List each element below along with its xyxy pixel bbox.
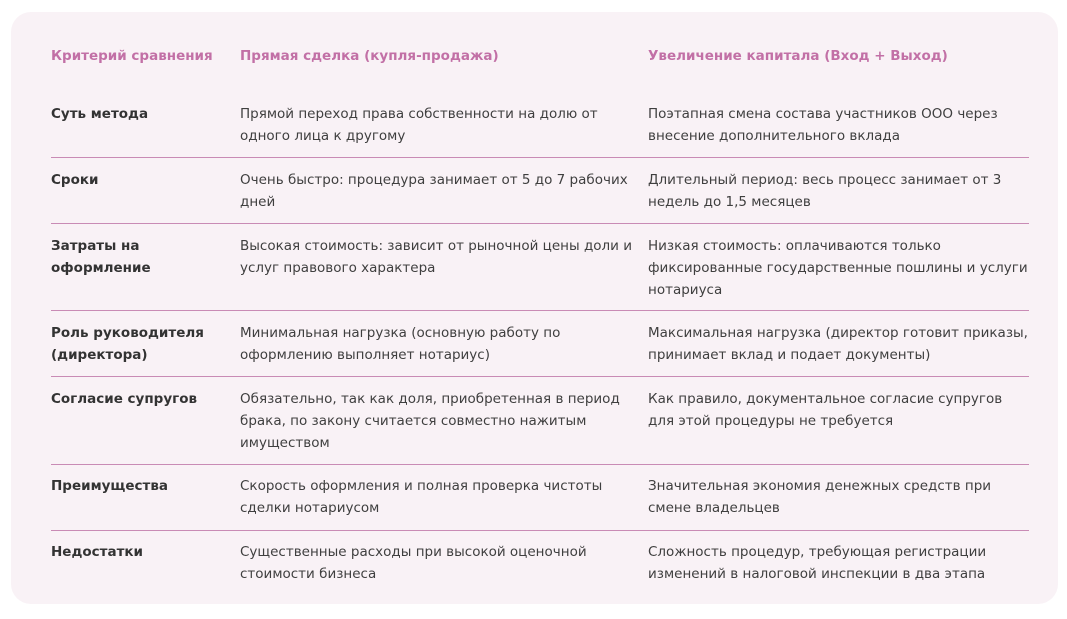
row-direct-deal: Обязательно, так как доля, приобретенная в период брака, по закону считается совместно нажитым имуществом [240,391,620,451]
row-direct-deal: Существенные расходы при высокой оценочной стоимости бизнеса [240,544,587,582]
table-row [51,92,1029,158]
row-criterion: Сроки [51,172,99,188]
row-criterion: Суть метода [51,106,149,122]
header-criterion: Критерий сравнения [51,48,213,64]
row-criterion: Согласие супругов [51,391,198,407]
row-capital-increase: Поэтапная смена состава участников ООО через внесение дополнительного вклада [648,106,998,144]
table-header-row [51,45,1029,92]
table-row [51,465,1029,531]
row-criterion: Недостатки [51,544,144,560]
row-capital-increase: Сложность процедур, требующая регистрации изменений в налоговой инспекции в два этапа [648,544,987,582]
row-criterion: Роль руководителя (директора) [51,325,204,363]
table-row [51,224,1029,311]
row-capital-increase: Длительный период: весь процесс занимает от 3 недель до 1,5 месяцев [648,172,1002,210]
table-row [51,531,1029,597]
row-direct-deal: Прямой переход права собственности на долю от одного лица к другому [240,106,598,144]
row-direct-deal: Высокая стоимость: зависит от рыночной цены доли и услуг правового характера [240,238,633,276]
row-direct-deal: Минимальная нагрузка (основную работу по оформлению выполняет нотариус) [240,325,561,363]
row-direct-deal: Очень быстро: процедура занимает от 5 до 7 рабочих дней [240,172,628,210]
row-capital-increase: Как правило, документальное согласие супругов для этой процедуры не требуется [648,391,1003,429]
comparison-card [11,12,1058,604]
table-row [51,158,1029,224]
row-capital-increase: Низкая стоимость: оплачиваются только фиксированные государственные пошлины и услуги нотариуса [648,238,1028,298]
table-row [51,377,1029,465]
row-capital-increase: Значительная экономия денежных средств при смене владельцев [648,478,992,516]
table-row [51,311,1029,377]
row-criterion: Преимущества [51,478,168,494]
header-direct-deal: Прямая сделка (купля-продажа) [240,48,499,64]
row-direct-deal: Скорость оформления и полная проверка чистоты сделки нотариусом [240,478,603,516]
header-capital-increase: Увеличение капитала (Вход + Выход) [648,48,948,64]
row-criterion: Затраты на оформление [51,238,151,276]
comparison-table [51,45,1029,597]
row-capital-increase: Максимальная нагрузка (директор готовит приказы, принимает вклад и подает документы) [648,325,1028,363]
